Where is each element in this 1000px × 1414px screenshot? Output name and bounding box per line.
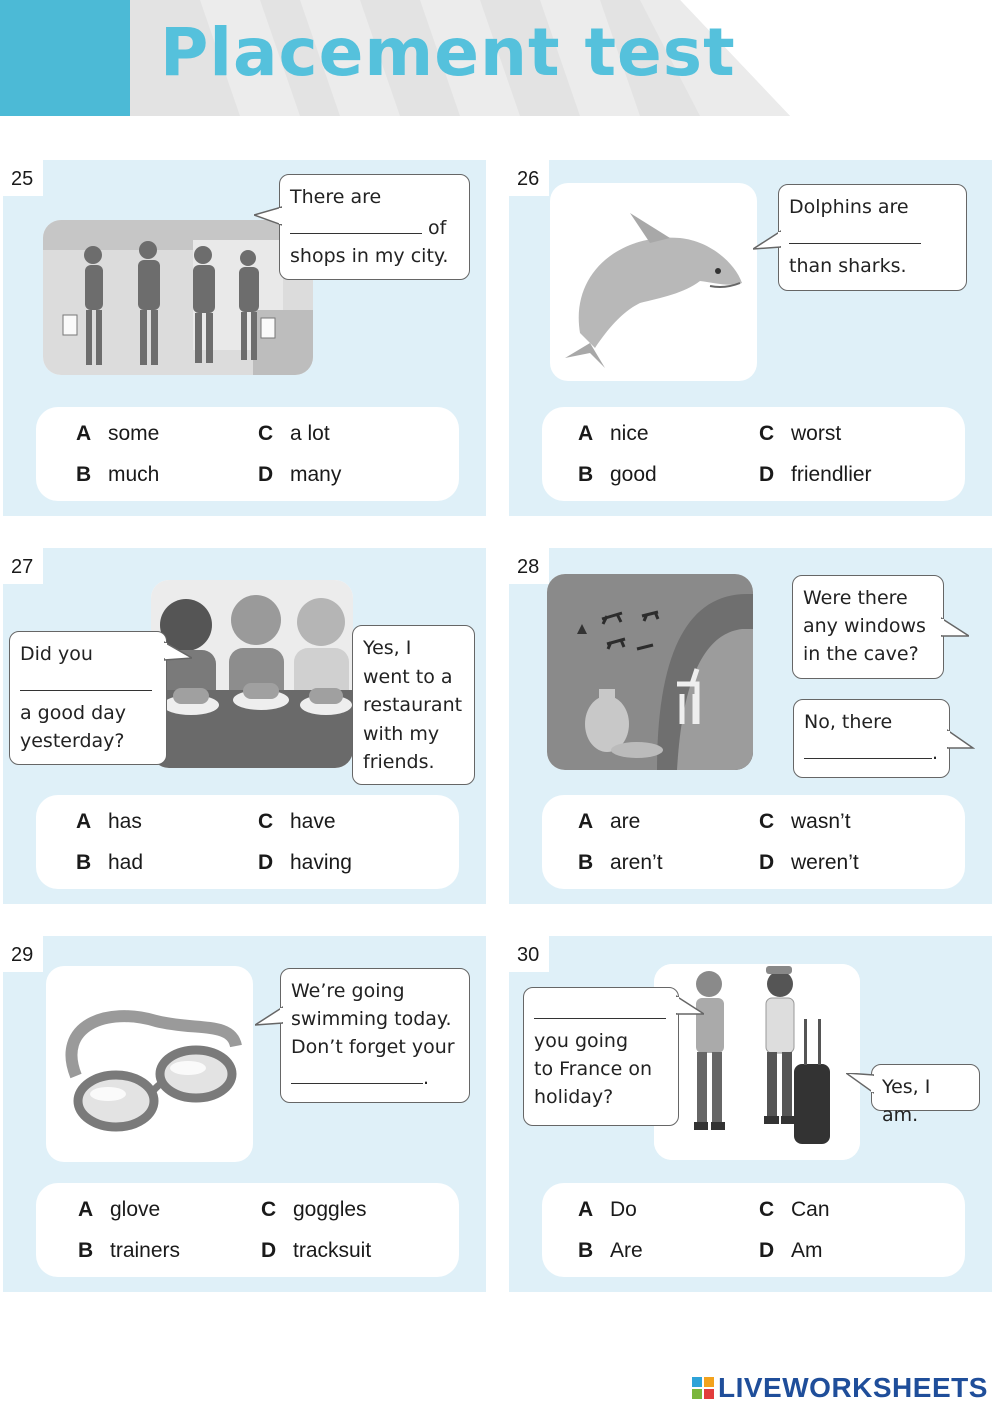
shopping-people-illustration [43,220,313,375]
dolphin-illustration [550,183,757,381]
bubble-line: Did you [20,643,93,665]
bubble-line: went to a [363,665,453,688]
option-d[interactable]: D having [258,851,352,874]
option-d[interactable]: D Am [759,1239,823,1262]
option-b[interactable]: B Are [578,1239,643,1262]
option-d[interactable]: D tracksuit [261,1239,372,1262]
bubble-line: . [932,742,939,764]
question-number: 27 [3,548,43,584]
option-c[interactable]: C a lot [258,422,330,445]
option-d[interactable]: D weren’t [759,851,859,874]
bubble-line: There are [290,186,382,208]
bubble-line: with my [363,722,440,745]
question-card-28 [509,548,992,904]
speech-bubble [279,174,470,280]
bubble-line: of [428,217,447,239]
question-card-25 [3,160,486,516]
boys-restaurant-illustration [151,580,353,768]
question-card-27 [3,548,486,904]
bubble-line: No, there [804,711,893,733]
bubble-line: friends. [363,751,435,773]
speech-bubble-answer [793,699,950,778]
bubble-line: Were there [803,587,908,609]
option-d[interactable]: D many [258,463,342,486]
bubble-line: in the cave? [803,643,919,665]
logo-icon [692,1377,714,1399]
option-b[interactable]: B aren’t [578,851,663,874]
answer-options [542,795,965,889]
answer-options [542,407,965,501]
answer-blank[interactable] [291,1061,423,1084]
question-number: 26 [509,160,549,196]
option-c[interactable]: C Can [759,1198,830,1221]
bubble-line: shops in my city. [290,245,449,267]
option-c[interactable]: C wasn’t [759,810,851,833]
bubble-line: Don’t forget your [291,1036,455,1058]
question-number: 30 [509,936,549,972]
cave-painting-illustration [547,574,753,770]
option-b[interactable]: B trainers [78,1239,181,1262]
bubble-line: than sharks. [789,255,907,277]
bubble-line: swimming today. [291,1008,452,1030]
bubble-line: . [423,1067,430,1089]
speech-bubble-answer [871,1064,980,1126]
liveworksheets-logo[interactable] [692,1372,988,1404]
option-a[interactable]: A has [76,810,142,833]
bubble-line: Yes, I [363,637,412,659]
question-number: 29 [3,936,43,972]
speech-bubble-question [792,575,944,679]
bubble-line: any windows [803,615,926,637]
bubble-line: We’re going [291,980,405,1002]
answer-options [36,1183,459,1277]
option-a[interactable]: A nice [578,422,649,445]
option-b[interactable]: B good [578,463,657,486]
question-number: 28 [509,548,549,584]
answer-options [36,795,459,889]
bubble-line: to France on [534,1058,652,1080]
option-c[interactable]: C have [258,810,336,833]
speech-bubble [778,184,967,291]
answer-blank[interactable] [20,668,152,691]
answer-options [542,1183,965,1277]
logo-text: LIVEWORKSHEETS [718,1372,988,1403]
bubble-line: holiday? [534,1086,614,1108]
page-title: Placement test [160,14,736,91]
bubble-line: Dolphins are [789,196,909,218]
speech-bubble [280,968,470,1103]
swimming-goggles-illustration [46,966,253,1162]
bubble-line: you going [534,1030,629,1052]
speech-bubble-answer [352,625,475,785]
option-c[interactable]: C goggles [261,1198,367,1221]
option-b[interactable]: B much [76,463,160,486]
question-number: 25 [3,160,43,196]
answer-options [36,407,459,501]
header-accent [0,0,130,116]
speech-bubble-question [9,631,167,765]
bubble-line: Yes, I am. [882,1076,931,1126]
option-d[interactable]: D friendlier [759,463,872,486]
option-a[interactable]: A some [76,422,160,445]
question-card-30 [509,936,992,1292]
answer-blank[interactable] [789,221,921,244]
question-card-29 [3,936,486,1292]
question-card-26 [509,160,992,516]
option-a[interactable]: A are [578,810,641,833]
answer-blank[interactable] [534,996,666,1019]
option-a[interactable]: A Do [578,1198,637,1221]
speech-bubble-question [523,987,679,1126]
bubble-line: a good day [20,702,127,724]
bubble-line: restaurant [363,694,463,716]
option-a[interactable]: A glove [78,1198,161,1221]
answer-blank[interactable] [290,211,422,234]
answer-blank[interactable] [804,736,932,759]
bubble-line: yesterday? [20,730,125,752]
option-c[interactable]: C worst [759,422,842,445]
option-b[interactable]: B had [76,851,144,874]
